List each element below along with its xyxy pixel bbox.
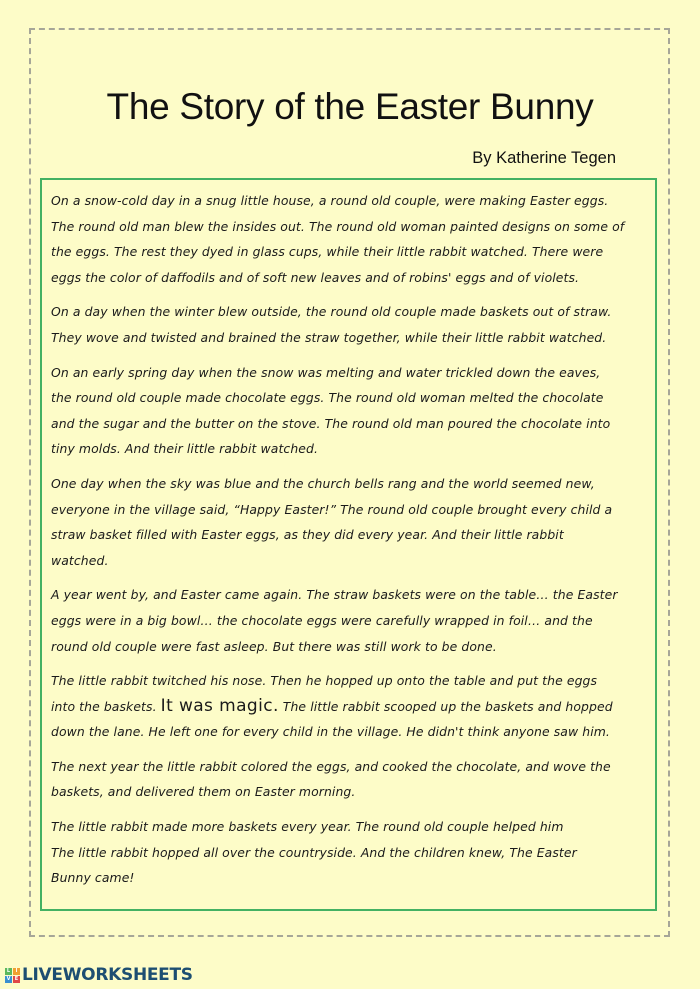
logo-block-i: I [13, 968, 20, 975]
text-line: Bunny came! [51, 870, 135, 886]
story-title: The Story of the Easter Bunny [106, 86, 594, 127]
text-line: They wove and twisted and brained the straw together, while their little rabbit watched. [51, 329, 607, 345]
text-segment: The little rabbit scooped up the baskets and hopped [278, 698, 613, 714]
text-line: eggs the color of daffodils and of soft new leaves and of robins' eggs and of violets. [51, 269, 580, 285]
text-line: baskets, and delivered them on Easter morning. [51, 784, 356, 800]
text-line: The round old man blew the insides out. The round old woman painted designs on some of [51, 218, 625, 234]
text-line: The little rabbit twitched his nose. Then he hopped up onto the table and put the eggs [51, 673, 598, 689]
paragraph-4 [51, 471, 645, 573]
emphasis-the-easter: The Easter [509, 844, 577, 860]
text-line: and the sugar and the butter on the stove. The round old man poured the chocolate into [51, 415, 611, 431]
text-line: On an early spring day when the snow was melting and water trickled down the eaves, [51, 364, 601, 380]
text-line: tiny molds. And their little rabbit watched. [51, 441, 318, 457]
text-line: eggs were in a big bowl… the chocolate eggs were carefully wrapped in foil… and the [51, 612, 593, 628]
text-line: the eggs. The rest they dyed in glass cups, while their little rabbit watched. There were [51, 244, 604, 260]
logo-block-e: E [14, 975, 19, 982]
paragraph-2 [51, 299, 645, 350]
paragraph-6 [51, 668, 645, 745]
text-line: On a day when the winter blew outside, the round old couple made baskets out of straw. [51, 304, 612, 320]
text-segment: into the baskets. [51, 698, 161, 714]
story-text-box [40, 178, 657, 911]
emphasis-it-was-magic: It was magic. [160, 695, 279, 716]
text-line: The little rabbit hopped all over the countryside. And the children knew, The Easter [51, 844, 577, 860]
liveworksheets-logo[interactable] [5, 965, 193, 985]
paragraph-7 [51, 754, 645, 805]
paragraph-3 [51, 360, 645, 462]
text-line: The little rabbit made more baskets every year. The round old couple helped him [51, 819, 564, 835]
text-line: The next year the little rabbit colored the eggs, and cooked the chocolate, and wove the [51, 758, 611, 774]
paragraph-8 [51, 814, 645, 891]
text-line: One day when the sky was blue and the church bells rang and the world seemed new, [51, 475, 595, 491]
logo-blocks-icon [5, 968, 20, 983]
paragraph-1 [51, 188, 645, 290]
logo-block-l: L [6, 967, 11, 974]
text-line: On a snow-cold day in a snug little house, a round old couple, were making Easter eggs. [51, 193, 609, 208]
text-line-with-emphasis [51, 694, 645, 720]
text-line: round old couple were fast asleep. But there was still work to be done. [51, 638, 497, 654]
text-line: everyone in the village said, “Happy Easter!” The round old couple brought every child a [51, 501, 613, 517]
text-line: straw basket filled with Easter eggs, as they did every year. And their little rabbit [51, 527, 564, 543]
text-line: down the lane. He left one for every child in the village. He didn't think anyone saw him. [51, 724, 610, 740]
text-line: A year went by, and Easter came again. The straw baskets were on the table… the Easter [51, 587, 618, 603]
text-line: the round old couple made chocolate eggs. The round old woman melted the chocolate [51, 390, 604, 406]
logo-block-v: V [6, 975, 11, 982]
text-line: watched. [51, 552, 109, 568]
paragraph-5 [51, 582, 645, 659]
brand-name: LIVEWORKSHEETS [22, 965, 193, 985]
author-byline: By Katherine Tegen [472, 149, 616, 167]
